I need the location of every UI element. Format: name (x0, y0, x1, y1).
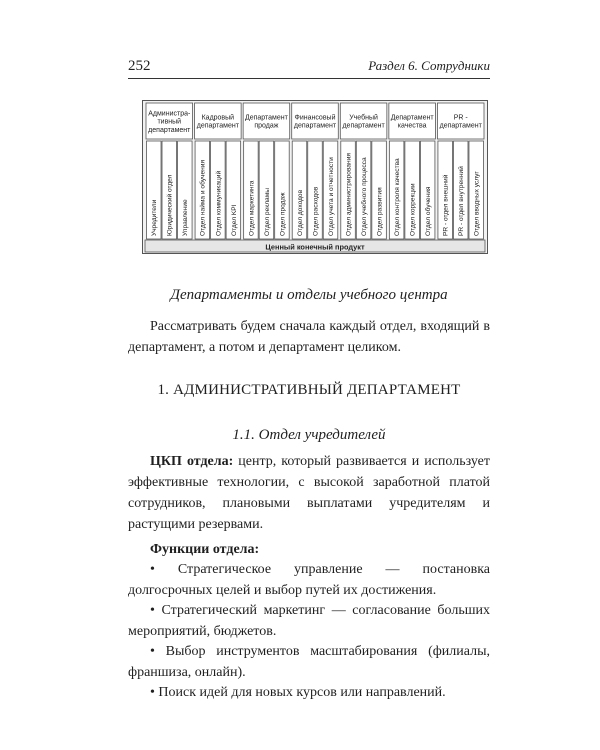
unit-label: Отдел учебного процесса (360, 157, 368, 236)
unit-label: Отдел обучения (425, 186, 433, 236)
department-group (389, 103, 436, 239)
unit-label: Отдел коммуникаций (215, 170, 223, 236)
department-label: продаж (254, 122, 279, 130)
unit-label: PR - отдел внутренний (458, 166, 466, 236)
unit-label: Отдел администрирования (345, 153, 353, 236)
unit-label: Учредители (151, 199, 159, 236)
unit-label: PR - отдел внешний (442, 174, 450, 236)
functions-heading: Функции отдела: (150, 542, 260, 557)
department-label: Департамент (244, 114, 288, 122)
page-number: 252 (128, 58, 151, 74)
ckp-text: центр, который развивается и использует эффективные технологии, с высокой заработной платой сотрудников, плановыми выплатами учредителям и растущими резервами. (128, 454, 490, 532)
department-label: PR - (453, 114, 468, 122)
header-rule (128, 78, 490, 79)
functions-list (128, 560, 490, 704)
unit-label: Отдел расходов (312, 186, 320, 236)
department-label: Администра- (148, 110, 191, 118)
unit-label: Отдел контроля качества (394, 158, 402, 236)
unit-label: Отдел развития (376, 187, 384, 236)
function-item: • Поиск идей для новых курсов или направлений. (128, 683, 490, 704)
chart-caption: Департаменты и отделы учебного центра (170, 287, 448, 303)
org-chart (142, 100, 488, 254)
department-group (340, 103, 387, 239)
function-item: • Стратегическое управление — постановка долгосрочных целей и выбор путей их достижения. (128, 560, 490, 601)
unit-label: Отдел доходов (296, 189, 304, 236)
ckp-label: ЦКП отдела: (150, 454, 234, 469)
unit-label: Отдел маркетинга (248, 180, 256, 236)
function-item: • Выбор инструментов масштабирования (филиалы, франшиза, онлайн). (128, 642, 490, 683)
ckp-paragraph (128, 451, 490, 535)
org-chart-graphic (143, 101, 487, 253)
subsection-heading: 1.1. Отдел учредителей (232, 427, 386, 443)
department-label: качества (397, 122, 427, 130)
unit-label: Юридический отдел (166, 174, 174, 236)
running-head: Раздел 6. Сотрудники (368, 58, 490, 73)
department-label: департамент (196, 122, 239, 130)
unit-label: Отдел продаж (279, 192, 287, 236)
department-group (243, 103, 290, 239)
function-item: • Стратегический маркетинг — согласование больших мероприятий, бюджетов. (128, 601, 490, 642)
department-label: департамент (342, 122, 385, 130)
unit-label: Отдел рекламы (263, 188, 271, 236)
department-label: Департамент (390, 114, 434, 122)
department-label: департамент (293, 122, 337, 130)
unit-label: Управление (182, 199, 190, 236)
unit-label: Отдел вводных услуг (473, 171, 481, 236)
intro-paragraph: Рассматривать будем сначала каждый отдел, входящий в департамент, а потом и департамент целиком. (128, 319, 490, 355)
section-heading: 1. АДМИНИСТРАТИВНЫЙ ДЕПАРТАМЕНТ (157, 382, 461, 398)
unit-label: Отдел учета и отчетности (327, 157, 335, 236)
unit-label: Отдел найма и обучения (199, 159, 207, 236)
department-label: департамент (148, 126, 191, 134)
department-label: Финансовый (294, 114, 336, 122)
department-label: тивный (157, 118, 182, 126)
department-group (146, 103, 193, 239)
unit-label: Отдел KPI (230, 204, 238, 236)
footer-label: Ценный конечный продукт (265, 242, 365, 252)
unit-label: Отдел коррекции (409, 183, 417, 236)
department-label: Учебный (349, 114, 378, 122)
department-group (437, 103, 484, 239)
department-label: департамент (439, 122, 482, 130)
department-group (195, 103, 242, 239)
department-label: Кадровый (201, 114, 235, 122)
department-group (292, 103, 339, 239)
